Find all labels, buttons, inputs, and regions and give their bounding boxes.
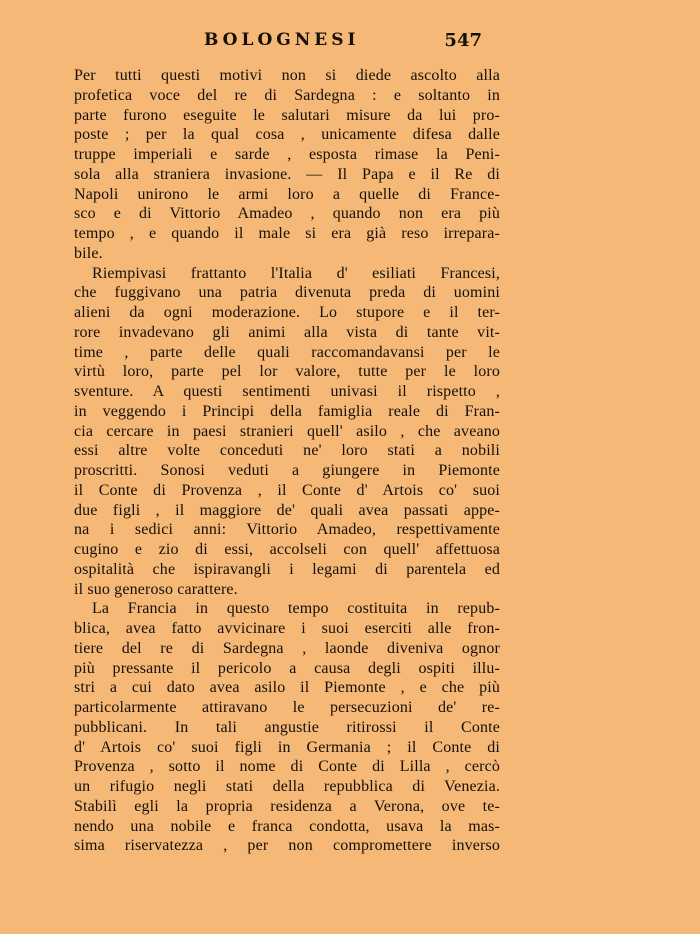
text-line: Riempivasi frattanto l'Italia d' esiliati Francesi,: [92, 264, 500, 282]
text-line: Napoli unirono le armi loro a quelle di France-: [74, 185, 500, 203]
text-line: poste ; per la qual cosa , unicamente difesa dalle: [74, 126, 500, 144]
text-line: pubblicani. In tali angustie ritirossi il Conte: [74, 718, 500, 736]
text-line: stri a cui dato avea asilo il Piemonte , e che più: [74, 679, 500, 697]
text-line: virtù loro, parte pel lor valore, tutte per le loro: [74, 363, 500, 381]
text-line: bile.: [74, 244, 103, 262]
running-header: [74, 30, 502, 56]
text-line: truppe imperiali e sarde , esposta rimase la Peni-: [74, 146, 500, 163]
text-line: time , parte delle quali raccomandavansi per le: [74, 343, 500, 361]
text-line: alieni da ogni moderazione. Lo stupore e il ter-: [74, 304, 500, 321]
text-line: sco e di Vittorio Amadeo , quando non era più: [74, 205, 500, 223]
text-line: un rifugio negli stati della repubblica di Venezia.: [74, 778, 500, 795]
paragraph-3: [74, 599, 500, 856]
text-line: il Conte di Provenza , il Conte d' Artois co' suoi: [74, 481, 500, 499]
text-line: ospitalità che ispiravangli i legami di parentela ed: [74, 560, 500, 578]
text-line: blica, avea fatto avvicinare i suoi eserciti alle fron-: [74, 620, 500, 637]
text-line: due figli , il maggiore de' quali avea passati appe-: [74, 501, 500, 519]
text-line: cugino e zio di essi, accolseli con quell' affettuosa: [74, 541, 500, 558]
text-line: sima riservatezza , per non compromettere inverso: [74, 837, 500, 855]
text-line: essi altre volte conceduti ne' loro stati a nobili: [74, 442, 500, 460]
text-line: rore invadevano gli animi alla vista di tante vit-: [74, 323, 500, 341]
text-line: proscritti. Sonosi veduti a giungere in Piemonte: [74, 462, 500, 479]
text-line: d' Artois co' suoi figli in Germania ; il Conte di: [74, 738, 500, 756]
text-line: sventure. A questi sentimenti univasi il rispetto ,: [74, 383, 500, 400]
text-line: La Francia in questo tempo costituita in repub-: [92, 600, 500, 618]
text-line: in veggendo i Principi della famiglia reale di Fran-: [74, 402, 500, 420]
text-line: Per tutti questi motivi non si diede ascolto alla: [74, 67, 500, 84]
body-text: [74, 66, 500, 856]
text-line: particolarmente attiravano le persecuzioni de' re-: [74, 699, 500, 716]
text-line: Stabilì egli la propria residenza a Verona, ove te-: [74, 797, 500, 815]
text-line: che fuggivano una patria divenuta preda di uomini: [74, 284, 500, 302]
text-line: tempo , e quando il male si era già reso irrepara-: [74, 225, 500, 242]
text-line: il suo generoso carattere.: [74, 580, 238, 598]
page-number: 547: [444, 30, 482, 51]
paragraph-1: [74, 66, 500, 264]
text-line: cia cercare in paesi stranieri quell' asilo , che aveano: [74, 422, 500, 440]
text-line: sola alla straniera invasione. — Il Papa e il Re di: [74, 165, 500, 183]
paragraph-2: [74, 264, 500, 600]
text-line: nendo una nobile e franca condotta, usava la mas-: [74, 817, 500, 835]
text-line: Provenza , sotto il nome di Conte di Lilla , cercò: [74, 758, 500, 776]
running-title: BOLOGNESI: [204, 30, 360, 50]
text-line: profetica voce del re di Sardegna : e soltanto in: [74, 86, 500, 104]
text-line: na i sedici anni: Vittorio Amadeo, respettivamente: [74, 521, 500, 539]
text-line: parte furono eseguite le salutari misure da lui pro-: [74, 106, 500, 124]
text-line: più pressante il pericolo a causa degli ospiti illu-: [74, 659, 500, 677]
text-line: tiere del re di Sardegna , laonde diveniva ognor: [74, 639, 500, 657]
